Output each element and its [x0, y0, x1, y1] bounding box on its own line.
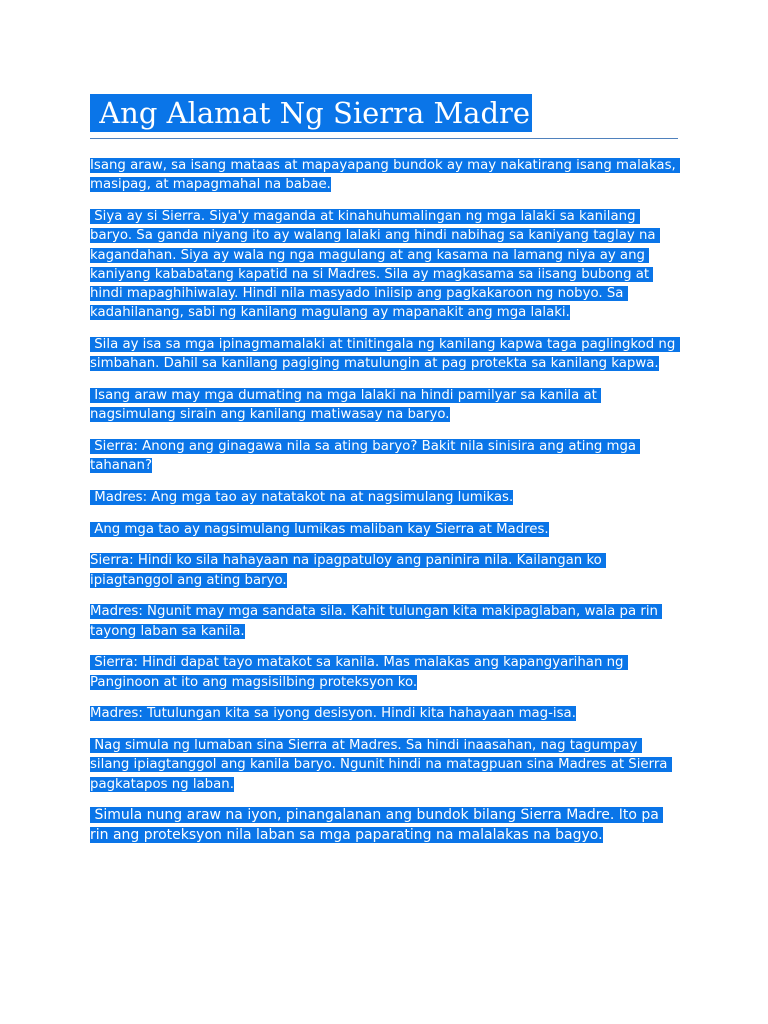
paragraph[interactable] — [90, 653, 680, 692]
paragraph-text: Madres: Ang mga tao ay natatakot na at nagsimulang lumikas. — [90, 490, 514, 506]
paragraph-text: Madres: Ngunit may mga sandata sila. Kahit tulungan kita makipaglaban, wala pa rin tayong laban sa kanila. — [90, 604, 663, 639]
paragraph[interactable] — [90, 736, 680, 794]
paragraph[interactable] — [90, 156, 680, 195]
paragraph-text: Isang araw, sa isang mataas at mapayapang bundok ay may nakatirang isang malakas, masipag, at mapagmahal na babae. — [90, 158, 680, 193]
title-block — [90, 94, 678, 139]
paragraph-text: Sila ay isa sa mga ipinagmamalaki at tinitingala ng kanilang kapwa taga paglingkod ng simbahan. Dahil sa kanilang pagiging matulungin at pag protekta sa kanilang kapwa. — [90, 337, 680, 372]
paragraph-text: Siya ay si Sierra. Siya'y maganda at kinahuhumalingan ng mga lalaki sa kanilang baryo. Sa ganda niyang ito ay walang lalaki ang hindi nabihag sa kaniyang taglay na kagandahan. Siya ay wala ng nga magulang at ang kasama na lamang niya ay ang kaniyang kababatang kapatid na si Madres. Sila ay magkasama sa iisang bubong at hindi mapaghihiwalay. Hindi nila masyado iniisip ang pagkakaroon ng nobyo. Sa kadahilanang, sabi ng kanilang magulang ay mapanakit ang mga lalaki. — [90, 208, 660, 321]
paragraph[interactable] — [90, 704, 680, 723]
paragraph-text: Madres: Tutulungan kita sa iyong desisyon. Hindi kita hahayaan mag-isa. — [90, 706, 576, 722]
paragraph[interactable] — [90, 551, 680, 590]
paragraph-text: Sierra: Hindi dapat tayo matakot sa kanila. Mas malakas ang kapangyarihan ng Panginoon at ito ang magsisilbing proteksyon ko. — [90, 655, 628, 690]
document-title[interactable]: Ang Alamat Ng Sierra Madre — [90, 96, 531, 130]
paragraph-text: Sierra: Hindi ko sila hahayaan na ipagpatuloy ang paninira nila. Kailangan ko ipiagtanggol ang ating baryo. — [90, 553, 607, 588]
paragraph[interactable] — [90, 386, 680, 425]
paragraph[interactable] — [90, 520, 680, 539]
paragraph-text: Nag simula ng lumaban sina Sierra at Madres. Sa hindi inaasahan, nag tagumpay silang ipiagtanggol ang kanila baryo. Ngunit hindi na matagpuan sina Madres at Sierra pagkatapos ng laban. — [90, 738, 672, 792]
paragraph[interactable] — [90, 602, 680, 641]
paragraph-text: Sierra: Anong ang ginagawa nila sa ating baryo? Bakit nila sinisira ang ating mga tahanan? — [90, 439, 641, 474]
paragraph[interactable] — [90, 437, 680, 476]
document-body — [90, 156, 680, 857]
paragraph-text: Simula nung araw na iyon, pinangalanan ang bundok bilang Sierra Madre. Ito pa rin ang proteksyon nila laban sa mga paparating na malalakas na bagyo. — [90, 807, 664, 843]
paragraph[interactable] — [90, 335, 680, 374]
paragraph[interactable] — [90, 488, 680, 507]
paragraph-text: Isang araw may mga dumating na mga lalaki na hindi pamilyar sa kanila at nagsimulang sirain ang kanilang matiwasay na baryo. — [90, 388, 602, 423]
paragraph[interactable] — [90, 806, 680, 845]
paragraph[interactable] — [90, 207, 680, 323]
paragraph-text: Ang mga tao ay nagsimulang lumikas maliban kay Sierra at Madres. — [90, 521, 549, 537]
